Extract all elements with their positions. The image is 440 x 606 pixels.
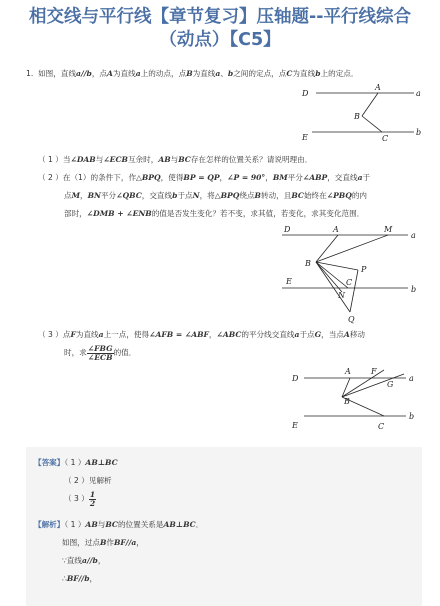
analysis-line-4: ∴BF//b， bbox=[62, 574, 98, 583]
fig1-label-a: A bbox=[375, 83, 381, 92]
fig3-label-a-line: a bbox=[409, 374, 414, 383]
fig2-label-m: M bbox=[384, 225, 393, 234]
fig1-segment-bc bbox=[362, 116, 382, 132]
fig2-label-b-line: b bbox=[411, 285, 417, 294]
fig2-label-a: A bbox=[333, 225, 339, 234]
question-3-line-2: 时，求 $\frac{\text{∠FBG}}{\text{∠ECB}}$ 的值． bbox=[64, 343, 137, 362]
analysis-tag: 【解析】 bbox=[34, 520, 65, 529]
question-2-line-1: （ 2 ）在（1）的条件下，作△BPQ，使得BP = QP，∠P = 90°，BM平分∠ABP，交直线a于 bbox=[38, 173, 371, 182]
fig1-label-c: C bbox=[382, 134, 389, 143]
fig1-label-a-line: a bbox=[416, 89, 421, 98]
fig2-segment-pq bbox=[350, 270, 358, 312]
question-1: （ 1 ）当∠DAB与∠ECB互余时，AB与BC存在怎样的位置关系？请说明理由． bbox=[38, 155, 313, 164]
fig3-label-c: C bbox=[378, 422, 385, 431]
figure-2 bbox=[278, 222, 428, 327]
answer-line-1: 【答案】（ 1 ）AB⊥BC bbox=[34, 458, 118, 467]
question-2-line-2: 点M，BN平分∠QBC，交直线b于点N，将△BPQ绕点B转动，且BC始终在∠PBQ的内 bbox=[64, 191, 368, 200]
fig1-label-b: B bbox=[354, 112, 360, 121]
fraction-fbg-ecb: $\frac{\text{∠FBG}}{\text{∠ECB}}$ bbox=[87, 343, 113, 362]
fig2-label-d: D bbox=[284, 225, 291, 234]
answer-tag: 【答案】 bbox=[34, 458, 65, 467]
fig2-segment-bc bbox=[316, 262, 348, 288]
page-title bbox=[0, 6, 440, 52]
fig2-label-e: E bbox=[286, 277, 292, 286]
fig3-label-g: G bbox=[387, 380, 394, 389]
title-line-2: （动点）【C5】 bbox=[159, 30, 281, 50]
fig3-label-d: D bbox=[292, 374, 299, 383]
fig2-label-p: P bbox=[361, 265, 367, 274]
figure-1 bbox=[296, 80, 426, 145]
question-2-line-3: 部时，∠DMB + ∠ENB的值是否发生变化？若不变，求其值，若变化，求其变化范围． bbox=[64, 209, 365, 218]
question-3-line-1: （ 3 ）点F为直线a上一点，使得∠AFB = ∠ABF，∠ABC的平分线交直线a于点G，当点A移动 bbox=[38, 330, 365, 339]
analysis-line-2: 如图，过点B作BF//a， bbox=[62, 538, 144, 547]
analysis-line-1: 【解析】（ 1 ）AB与BC的位置关系是AB⊥BC． bbox=[34, 520, 204, 529]
fig2-segment-bq bbox=[316, 262, 353, 312]
fig1-label-d: D bbox=[302, 89, 309, 98]
fig1-label-e: E bbox=[302, 133, 308, 142]
fig2-label-b: B bbox=[305, 259, 311, 268]
fig3-label-b: B bbox=[344, 397, 350, 406]
answer-line-2: （ 2 ）见解析 bbox=[64, 476, 112, 485]
fig1-segment-ab bbox=[362, 93, 378, 116]
fig1-label-b-line: b bbox=[416, 128, 422, 137]
fig2-label-n: N bbox=[338, 291, 345, 300]
title-line-1: 相交线与平行线【章节复习】压轴题--平行线综合 bbox=[28, 7, 412, 27]
problem-stem: 1. 如图，直线a//b，点A为直线a上的动点，点B为直线a、b之间的定点，点C为直线b上的定点． bbox=[26, 69, 359, 78]
figure-3 bbox=[286, 364, 426, 434]
fig3-label-e: E bbox=[292, 421, 298, 430]
fig3-label-a: A bbox=[345, 367, 351, 376]
fig3-label-b-line: b bbox=[409, 412, 415, 421]
fig2-label-q: Q bbox=[348, 315, 355, 324]
answer-line-3: （ 3 ） $\frac{1}{2}$ bbox=[64, 489, 96, 508]
fig3-label-f: F bbox=[371, 367, 377, 376]
fig2-label-a-line: a bbox=[411, 231, 416, 240]
fraction-one-half: $\frac{1}{2}$ bbox=[89, 489, 96, 508]
analysis-line-3: ∵直线a//b， bbox=[62, 556, 106, 565]
fig2-label-c: C bbox=[346, 278, 353, 287]
